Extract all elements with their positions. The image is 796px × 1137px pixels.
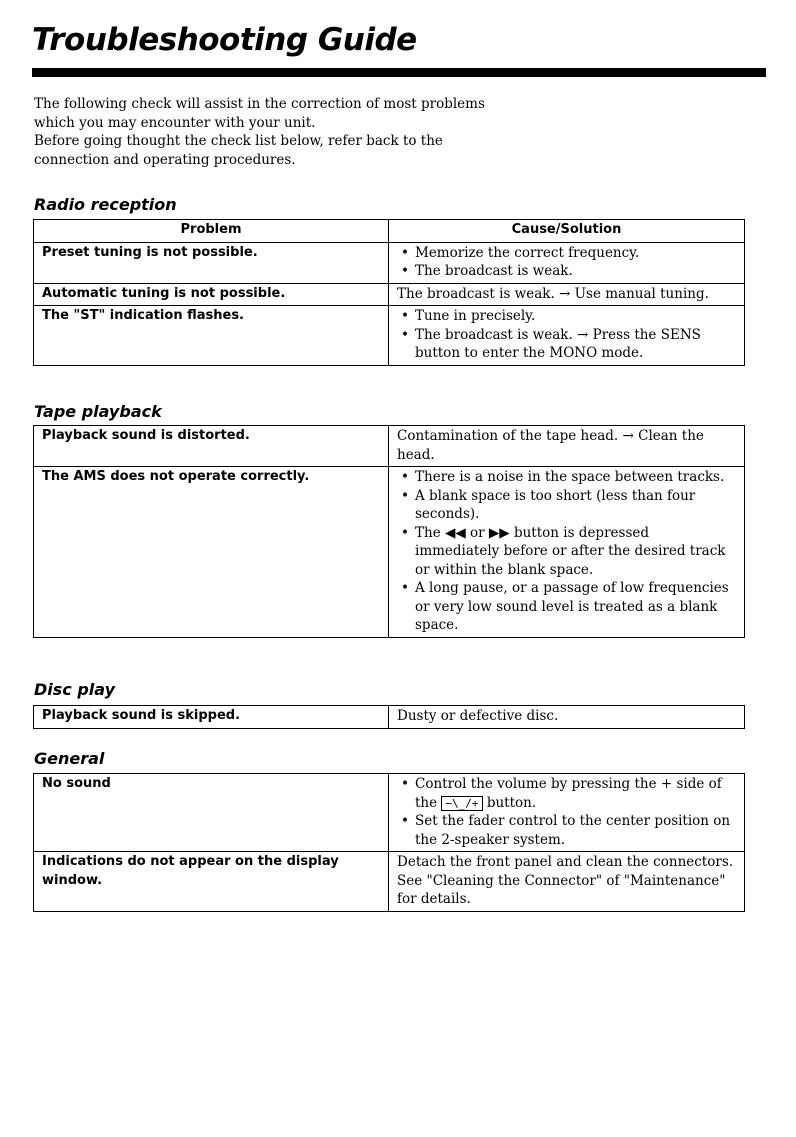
solution-bullet: • The broadcast is weak. (415, 262, 736, 281)
table-row (34, 706, 745, 729)
general-table (33, 773, 745, 912)
problem-cell: Automatic tuning is not possible. (34, 283, 389, 306)
solution-bullet: • A blank space is too short (less than four seconds). (415, 487, 736, 524)
page-title: Troubleshooting Guide (32, 22, 417, 58)
solution-cell (389, 467, 745, 638)
solution-bullet: • Tune in precisely. (415, 307, 736, 326)
problem-header: Problem (34, 220, 389, 243)
solution-cell: Dusty or defective disc. (389, 706, 745, 729)
solution-bullet-text: button. (486, 794, 537, 811)
table-row (34, 467, 745, 638)
solution-cell: The broadcast is weak. → Use manual tuning. (389, 283, 745, 306)
problem-cell: Playback sound is distorted. (34, 426, 389, 467)
problem-cell: Playback sound is skipped. (34, 706, 389, 729)
solution-header: Cause/Solution (389, 220, 745, 243)
disc-table (33, 705, 745, 729)
table-row (34, 242, 745, 283)
section-heading-tape: Tape playback (34, 402, 162, 421)
tape-table (33, 425, 745, 638)
solution-bullet: • The ◀◀ or ▶▶ button is depressed immediately before or after the desired track or within the blank space. (415, 524, 736, 580)
solution-cell (389, 306, 745, 366)
solution-cell (389, 242, 745, 283)
title-rule (32, 68, 766, 77)
problem-cell: The AMS does not operate correctly. (34, 467, 389, 638)
solution-cell: Contamination of the tape head. → Clean the head. (389, 426, 745, 467)
table-row (34, 426, 745, 467)
intro-line: Before going thought the check list below, refer back to the (34, 133, 443, 149)
solution-cell: Detach the front panel and clean the connectors. See "Cleaning the Connector" of "Maintenance" for details. (389, 852, 745, 912)
section-heading-disc: Disc play (34, 680, 116, 699)
section-heading-general: General (34, 749, 105, 768)
solution-bullet-text: Control the volume by pressing the + side of the (415, 776, 722, 811)
problem-cell: No sound (34, 774, 389, 852)
solution-bullet: • Memorize the correct frequency. (415, 244, 736, 263)
table-row (34, 306, 745, 366)
radio-table (33, 219, 745, 366)
solution-bullet: • There is a noise in the space between tracks. (415, 468, 736, 487)
intro-line: The following check will assist in the correction of most problems (34, 96, 485, 112)
solution-bullet: • Set the fader control to the center position on the 2-speaker system. (415, 812, 736, 849)
problem-cell: The "ST" indication flashes. (34, 306, 389, 366)
table-row (34, 774, 745, 852)
solution-bullet (415, 775, 736, 812)
intro-text (34, 95, 594, 169)
solution-bullet: • A long pause, or a passage of low frequencies or very low sound level is treated as a blank space. (415, 579, 736, 635)
table-header-row (34, 220, 745, 243)
table-row (34, 283, 745, 306)
section-heading-radio: Radio reception (34, 195, 177, 214)
solution-cell (389, 774, 745, 852)
problem-cell: Preset tuning is not possible. (34, 242, 389, 283)
volume-button-icon: −\_/+ (441, 796, 482, 811)
intro-line: which you may encounter with your unit. (34, 114, 316, 131)
table-row (34, 852, 745, 912)
problem-cell: Indications do not appear on the display window. (34, 852, 389, 912)
solution-bullet: • The broadcast is weak. → Press the SENS button to enter the MONO mode. (415, 326, 736, 363)
intro-line: connection and operating procedures. (34, 151, 296, 168)
